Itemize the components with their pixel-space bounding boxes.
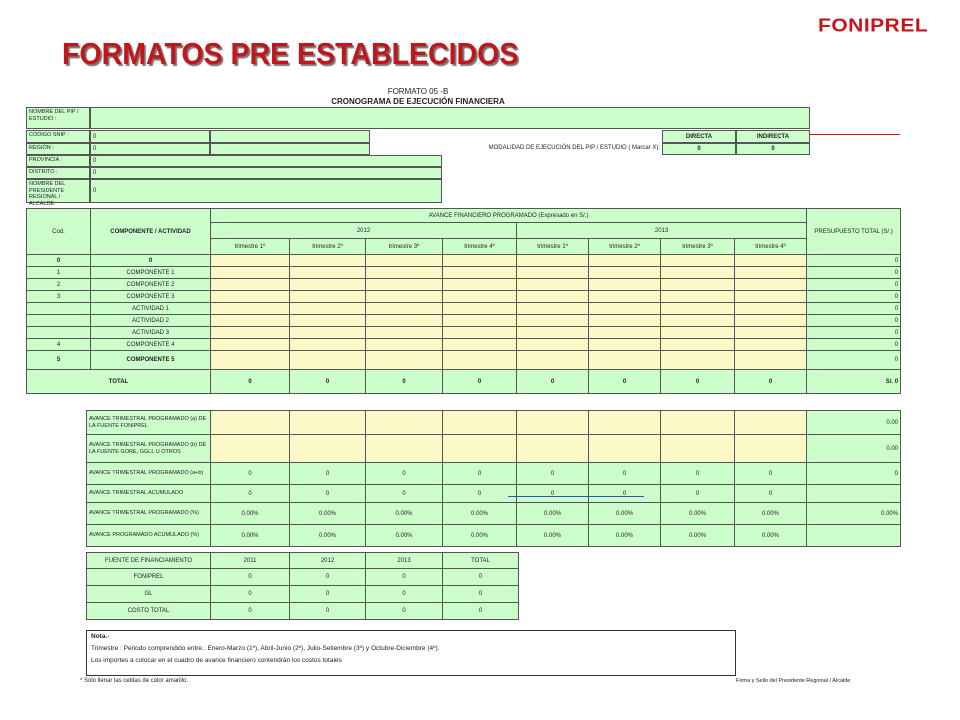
summary-row xyxy=(87,435,901,463)
provincia-field[interactable]: 0 xyxy=(90,155,442,167)
total-value: 0 xyxy=(735,370,807,394)
funding-row xyxy=(87,569,519,586)
funding-value: 0 xyxy=(290,603,366,620)
summary-value: 0.00% xyxy=(443,525,517,547)
funding-value: 0 xyxy=(443,586,519,603)
amount-cell[interactable] xyxy=(366,255,443,267)
amount-cell[interactable] xyxy=(517,339,589,351)
row-code: 1 xyxy=(27,267,91,279)
table-row xyxy=(27,351,901,370)
row-code xyxy=(27,303,91,315)
row-name: 0 xyxy=(91,255,211,267)
amount-cell[interactable] xyxy=(589,327,661,339)
total-value: 0 xyxy=(211,370,290,394)
total-value: 0 xyxy=(589,370,661,394)
row-total: 0 xyxy=(807,327,901,339)
foniprel-logo: FONIPREL xyxy=(818,15,929,36)
total-value: 0 xyxy=(443,370,517,394)
row-name: ACTIVIDAD 3 xyxy=(91,327,211,339)
summary-value[interactable] xyxy=(290,435,366,463)
quarter-header: trimestre 4º xyxy=(443,239,517,255)
funding-value: 0 xyxy=(366,603,443,620)
table-row xyxy=(27,303,901,315)
total-sum: S/. 0 xyxy=(807,370,901,394)
amount-cell[interactable] xyxy=(517,351,589,370)
row-total: 0 xyxy=(807,279,901,291)
table-row xyxy=(27,327,901,339)
summary-value: 0.00% xyxy=(290,503,366,525)
funding-source: GL xyxy=(87,586,211,603)
row-name: COMPONENTE 2 xyxy=(91,279,211,291)
summary-value: 0 xyxy=(443,463,517,485)
amount-cell[interactable] xyxy=(443,279,517,291)
summary-value: 0.00% xyxy=(661,503,735,525)
amount-cell[interactable] xyxy=(589,279,661,291)
funding-value: 0 xyxy=(211,586,290,603)
amount-cell[interactable] xyxy=(735,351,807,370)
amount-cell[interactable] xyxy=(589,351,661,370)
summary-value: 0 xyxy=(517,485,589,503)
summary-value: 0 xyxy=(211,485,290,503)
amount-cell[interactable] xyxy=(211,291,290,303)
table-row xyxy=(27,315,901,327)
amount-cell[interactable] xyxy=(366,327,443,339)
summary-row xyxy=(87,503,901,525)
amount-cell[interactable] xyxy=(517,267,589,279)
total-value: 0 xyxy=(517,370,589,394)
amount-cell[interactable] xyxy=(661,303,735,315)
row-code: 3 xyxy=(27,291,91,303)
region-extra xyxy=(210,143,370,155)
modalidad-indirecta-value[interactable]: 0 xyxy=(736,143,810,155)
modalidad-directa-value[interactable]: 0 xyxy=(662,143,736,155)
amount-cell[interactable] xyxy=(661,267,735,279)
funding-table xyxy=(86,552,519,620)
amount-cell[interactable] xyxy=(443,291,517,303)
funding-header-row xyxy=(87,553,519,569)
summary-value: 0.00% xyxy=(589,525,661,547)
amount-cell[interactable] xyxy=(735,339,807,351)
amount-cell[interactable] xyxy=(211,327,290,339)
red-underline xyxy=(810,134,900,135)
amount-cell[interactable] xyxy=(366,303,443,315)
summary-value: 0 xyxy=(661,463,735,485)
distrito-label: DISTRITO : xyxy=(26,167,90,179)
summary-total: 0 xyxy=(807,463,901,485)
total-row xyxy=(27,370,901,394)
amount-cell[interactable] xyxy=(589,267,661,279)
summary-value: 0.00% xyxy=(443,503,517,525)
row-code: 2 xyxy=(27,279,91,291)
summary-value: 0.00% xyxy=(366,525,443,547)
summary-value: 0.00% xyxy=(735,503,807,525)
amount-cell[interactable] xyxy=(290,315,366,327)
row-total: 0 xyxy=(807,291,901,303)
amount-cell[interactable] xyxy=(290,303,366,315)
summary-value: 0 xyxy=(589,463,661,485)
summary-value: 0 xyxy=(735,463,807,485)
summary-value: 0 xyxy=(290,485,366,503)
quarter-header: trimestre 3º xyxy=(366,239,443,255)
row-name: ACTIVIDAD 1 xyxy=(91,303,211,315)
row-code xyxy=(27,327,91,339)
summary-value: 0.00% xyxy=(290,525,366,547)
summary-label: AVANCE TRIMESTRAL PROGRAMADO (a+b) xyxy=(87,463,211,485)
presupuesto-header: PRESUPUESTO TOTAL (S/.) xyxy=(807,209,901,255)
summary-value: 0 xyxy=(661,485,735,503)
amount-cell[interactable] xyxy=(661,327,735,339)
amount-cell[interactable] xyxy=(517,327,589,339)
summary-value[interactable] xyxy=(517,411,589,435)
summary-label: AVANCE TRIMESTRAL PROGRAMADO (%) xyxy=(87,503,211,525)
table-row xyxy=(27,267,901,279)
amount-cell[interactable] xyxy=(211,339,290,351)
summary-row xyxy=(87,463,901,485)
amount-cell[interactable] xyxy=(735,315,807,327)
total-value: 0 xyxy=(661,370,735,394)
amount-cell[interactable] xyxy=(589,303,661,315)
amount-cell[interactable] xyxy=(589,315,661,327)
amount-cell[interactable] xyxy=(443,327,517,339)
amount-cell[interactable] xyxy=(443,255,517,267)
region-label: REGIÓN : xyxy=(26,143,90,155)
amount-cell[interactable] xyxy=(290,327,366,339)
funding-source: COSTO TOTAL xyxy=(87,603,211,620)
row-code xyxy=(27,315,91,327)
amount-cell[interactable] xyxy=(211,267,290,279)
funding-header: 2011 xyxy=(211,553,290,569)
row-total: 0 xyxy=(807,255,901,267)
blue-underline xyxy=(508,496,644,497)
summary-row xyxy=(87,411,901,435)
summary-value[interactable] xyxy=(589,435,661,463)
amount-cell[interactable] xyxy=(735,303,807,315)
row-total: 0 xyxy=(807,351,901,370)
summary-value[interactable] xyxy=(517,435,589,463)
amount-cell[interactable] xyxy=(366,315,443,327)
cod-header: Cod. xyxy=(27,209,91,255)
summary-value: 0.00% xyxy=(661,525,735,547)
region-field[interactable]: 0 xyxy=(90,143,210,155)
amount-cell[interactable] xyxy=(290,339,366,351)
note-title: Nota.- xyxy=(91,633,110,640)
amount-cell[interactable] xyxy=(211,303,290,315)
amount-cell[interactable] xyxy=(661,255,735,267)
summary-total: 0.00% xyxy=(807,503,901,525)
footer-instruction: * Sólo llenar las celdas de color amarillo. xyxy=(80,678,189,684)
row-name: COMPONENTE 5 xyxy=(91,351,211,370)
year-2013-header: 2013 xyxy=(517,223,807,239)
distrito-field[interactable]: 0 xyxy=(90,167,442,179)
summary-value: 0.00% xyxy=(517,525,589,547)
nombre-pip-label: NOMBRE DEL PIP / ESTUDIO : xyxy=(26,107,90,129)
note-line-1: Trimestre : Periodo comprendido entre.. Enero-Marzo (1º), Abril-Junio (2º), Julio-Setiembre (3º) y Octubre-Diciembre (4º). xyxy=(91,645,440,652)
quarter-header: trimestre 1º xyxy=(211,239,290,255)
amount-cell[interactable] xyxy=(661,279,735,291)
amount-cell[interactable] xyxy=(443,267,517,279)
summary-value: 0 xyxy=(366,463,443,485)
amount-cell[interactable] xyxy=(211,315,290,327)
summary-value: 0.00% xyxy=(735,525,807,547)
modalidad-directa: DIRECTA xyxy=(662,130,736,143)
quarter-header: trimestre 3º xyxy=(661,239,735,255)
amount-cell[interactable] xyxy=(735,327,807,339)
summary-value: 0.00% xyxy=(366,503,443,525)
summary-value: 0 xyxy=(517,463,589,485)
amount-cell[interactable] xyxy=(589,291,661,303)
summary-value[interactable] xyxy=(366,435,443,463)
codigo-snip-label: CODIGO SNIP : xyxy=(26,130,90,143)
format-header xyxy=(26,86,810,106)
summary-table xyxy=(86,410,901,547)
row-name: ACTIVIDAD 2 xyxy=(91,315,211,327)
summary-value[interactable] xyxy=(366,411,443,435)
amount-cell[interactable] xyxy=(366,339,443,351)
funding-value: 0 xyxy=(366,586,443,603)
amount-cell[interactable] xyxy=(517,315,589,327)
table-row xyxy=(27,255,901,267)
amount-cell[interactable] xyxy=(661,351,735,370)
summary-value[interactable] xyxy=(661,411,735,435)
summary-value: 0 xyxy=(443,485,517,503)
funding-value: 0 xyxy=(443,569,519,586)
funding-header: TOTAL xyxy=(443,553,519,569)
row-name: COMPONENTE 3 xyxy=(91,291,211,303)
funding-row xyxy=(87,603,519,620)
row-total: 0 xyxy=(807,315,901,327)
nombre-pip-field[interactable] xyxy=(90,107,810,129)
funding-source: FONIPREL xyxy=(87,569,211,586)
presidente-label: NOMBRE DEL PRESIDENTE REGIONAL / ALCALDE: xyxy=(26,179,90,203)
row-code: 4 xyxy=(27,339,91,351)
quarter-header: trimestre 2º xyxy=(589,239,661,255)
format-name: CRONOGRAMA DE EJECUCIÓN FINANCIERA xyxy=(331,97,505,106)
modalidad-label: MODALIDAD DE EJECUCIÓN DEL PIP / ESTUDIO ( Marcar X): xyxy=(488,145,660,151)
amount-cell[interactable] xyxy=(517,255,589,267)
amount-cell[interactable] xyxy=(443,315,517,327)
modalidad-indirecta: INDIRECTA xyxy=(736,130,810,143)
row-total: 0 xyxy=(807,339,901,351)
summary-label: AVANCE TRIMESTRAL PROGRAMADO (a) DE LA FUENTE FONIPREL xyxy=(87,411,211,435)
funding-value: 0 xyxy=(211,569,290,586)
summary-label: AVANCE TRIMESTRAL ACUMULADO xyxy=(87,485,211,503)
summary-value[interactable] xyxy=(211,435,290,463)
summary-value: 0 xyxy=(589,485,661,503)
amount-cell[interactable] xyxy=(661,291,735,303)
amount-cell[interactable] xyxy=(290,351,366,370)
year-2012-header: 2012 xyxy=(211,223,517,239)
amount-cell[interactable] xyxy=(735,255,807,267)
row-name: COMPONENTE 4 xyxy=(91,339,211,351)
presidente-field[interactable]: 0 xyxy=(90,179,442,203)
quarter-header: trimestre 4º xyxy=(735,239,807,255)
funding-header: FUENTE DE FINANCIAMIENTO xyxy=(87,553,211,569)
summary-value: 0 xyxy=(290,463,366,485)
amount-cell[interactable] xyxy=(211,279,290,291)
amount-cell[interactable] xyxy=(290,291,366,303)
amount-cell[interactable] xyxy=(661,315,735,327)
amount-cell[interactable] xyxy=(366,267,443,279)
row-total: 0 xyxy=(807,267,901,279)
amount-cell[interactable] xyxy=(735,291,807,303)
amount-cell[interactable] xyxy=(366,351,443,370)
row-code: 5 xyxy=(27,351,91,370)
funding-value: 0 xyxy=(443,603,519,620)
summary-label: AVANCE PROGRAMADO ACUMULADO (%) xyxy=(87,525,211,547)
quarter-header: trimestre 1º xyxy=(517,239,589,255)
table-row xyxy=(27,291,901,303)
summary-total: 0.00 xyxy=(807,411,901,435)
summary-value[interactable] xyxy=(443,435,517,463)
format-code: FORMATO 05 -B xyxy=(387,87,449,96)
componente-header: COMPONENTE / ACTIVIDAD xyxy=(91,209,211,255)
footer-signature: Firma y Sello del Presidente Regional / Alcalde xyxy=(736,678,851,684)
funding-value: 0 xyxy=(290,586,366,603)
funding-value: 0 xyxy=(290,569,366,586)
table-row xyxy=(27,279,901,291)
amount-cell[interactable] xyxy=(443,303,517,315)
amount-cell[interactable] xyxy=(211,351,290,370)
codigo-snip-extra xyxy=(210,130,370,143)
summary-value[interactable] xyxy=(735,435,807,463)
main-table xyxy=(26,208,901,394)
amount-cell[interactable] xyxy=(290,255,366,267)
note-box xyxy=(86,630,736,676)
amount-cell[interactable] xyxy=(517,279,589,291)
funding-value: 0 xyxy=(211,603,290,620)
funding-value: 0 xyxy=(366,569,443,586)
codigo-snip-field[interactable]: 0 xyxy=(90,130,210,143)
amount-cell[interactable] xyxy=(589,255,661,267)
amount-cell[interactable] xyxy=(443,339,517,351)
amount-cell[interactable] xyxy=(517,291,589,303)
summary-value[interactable] xyxy=(211,411,290,435)
funding-row xyxy=(87,586,519,603)
summary-row xyxy=(87,485,901,503)
summary-total: 0.00 xyxy=(807,435,901,463)
quarter-header: trimestre 2º xyxy=(290,239,366,255)
page-title: FORMATOS PRE ESTABLECIDOS xyxy=(62,36,519,71)
row-total: 0 xyxy=(807,303,901,315)
amount-cell[interactable] xyxy=(735,267,807,279)
amount-cell[interactable] xyxy=(211,255,290,267)
amount-cell[interactable] xyxy=(290,279,366,291)
summary-value: 0 xyxy=(735,485,807,503)
total-label: TOTAL xyxy=(27,370,211,394)
provincia-label: PROVINCIA : xyxy=(26,155,90,167)
summary-value: 0 xyxy=(366,485,443,503)
summary-value: 0.00% xyxy=(211,525,290,547)
summary-total xyxy=(807,485,901,503)
amount-cell[interactable] xyxy=(517,303,589,315)
total-value: 0 xyxy=(290,370,366,394)
summary-value[interactable] xyxy=(735,411,807,435)
summary-value: 0.00% xyxy=(211,503,290,525)
summary-value[interactable] xyxy=(589,411,661,435)
total-value: 0 xyxy=(366,370,443,394)
summary-value: 0 xyxy=(211,463,290,485)
amount-cell[interactable] xyxy=(735,279,807,291)
amount-cell[interactable] xyxy=(589,339,661,351)
summary-total xyxy=(807,525,901,547)
amount-cell[interactable] xyxy=(443,351,517,370)
amount-cell[interactable] xyxy=(366,279,443,291)
funding-header: 2012 xyxy=(290,553,366,569)
summary-value[interactable] xyxy=(661,435,735,463)
summary-row xyxy=(87,525,901,547)
funding-header: 2013 xyxy=(366,553,443,569)
amount-cell[interactable] xyxy=(661,339,735,351)
summary-value: 0.00% xyxy=(517,503,589,525)
summary-value: 0.00% xyxy=(589,503,661,525)
avance-header: AVANCE FINANCIERO PROGRAMADO (Expresado en S/.) xyxy=(211,209,807,223)
table-row xyxy=(27,339,901,351)
summary-value[interactable] xyxy=(290,411,366,435)
row-name: COMPONENTE 1 xyxy=(91,267,211,279)
note-line-2: Los importes a colocar en el cuadro de avance financiero contendrán los costos totales xyxy=(91,657,342,664)
amount-cell[interactable] xyxy=(366,291,443,303)
row-code: 0 xyxy=(27,255,91,267)
summary-value[interactable] xyxy=(443,411,517,435)
summary-label: AVANCE TRIMESTRAL PROGRAMADO (b) DE LA FUENTE GORE, GGLL U OTROS xyxy=(87,435,211,463)
amount-cell[interactable] xyxy=(290,267,366,279)
